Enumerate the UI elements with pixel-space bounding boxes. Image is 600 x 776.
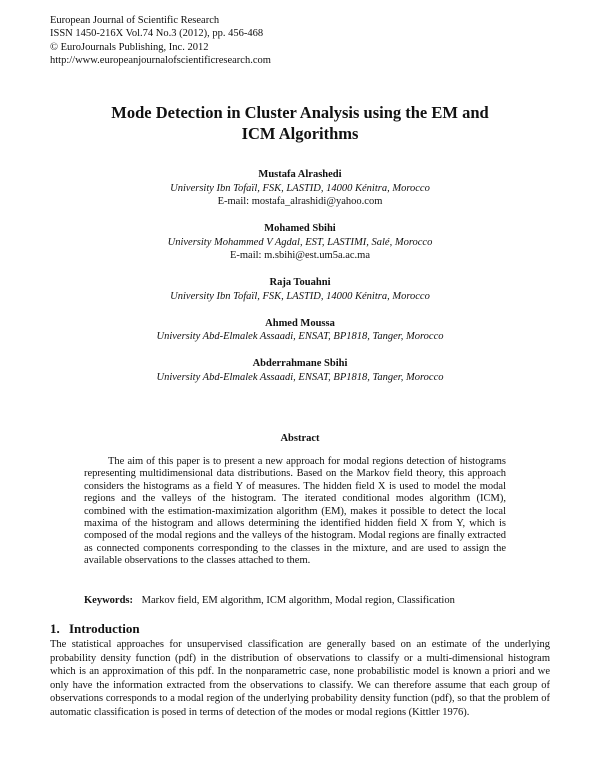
author-name: Mustafa Alrashedi <box>258 169 342 180</box>
keywords-text: Markov field, EM algorithm, ICM algorithm, Modal region, Classification <box>141 595 455 606</box>
keywords-label: Keywords: <box>84 595 133 606</box>
author-block <box>70 317 530 344</box>
abstract-text: The aim of this paper is to present a new approach for modal regions detection of histograms representing multidimensional data distributions. Based on the Markov field theory, this approach considers the histograms as a field Y of measures. The hidden field X is used to model the modal regions and the valleys of the histogram. The iterated conditional modes algorithm (ICM), combined with the estimation-maximization algorithm (EM), makes it possible to detect the local maxima of the histogram and allows determining the identified hidden field X from Y, which is composed of the modal regions and the valleys of the histogram. Modal regions are finally extracted as connected components corresponding to the classes in the mixture, and are used to assign the available observations to the classes attached to them. <box>84 456 506 567</box>
author-block <box>70 222 530 263</box>
author-name: Ahmed Moussa <box>265 317 335 329</box>
paper-title <box>70 102 530 144</box>
author-name: Mohamed Sbihi <box>264 223 336 234</box>
title-line-1: Mode Detection in Cluster Analysis using the EM and <box>111 103 489 122</box>
journal-issn: ISSN 1450-216X Vol.74 No.3 (2012), pp. 456-468 <box>50 28 264 40</box>
author-name: Abderrahmane Sbihi <box>252 358 348 369</box>
journal-header <box>50 14 271 68</box>
title-line-2: ICM Algorithms <box>241 124 359 143</box>
author-affiliation: University Ibn Tofaïl, FSK, LASTID, 14000 Kénitra, Morocco <box>170 182 430 194</box>
section-number: 1. <box>50 621 60 636</box>
author-list <box>70 168 530 398</box>
author-affiliation: University Abd-Elmalek Assaadi, ENSAT, BP1818, Tanger, Morocco <box>156 331 444 342</box>
abstract-heading: Abstract <box>280 433 320 444</box>
section-title: Introduction <box>69 621 140 636</box>
journal-copyright: © EuroJournals Publishing, Inc. 2012 <box>50 41 209 53</box>
section-heading <box>50 621 140 637</box>
author-affiliation: University Ibn Tofaïl, FSK, LASTID, 14000 Kénitra, Morocco <box>170 290 430 302</box>
author-name: Raja Touahni <box>269 277 331 288</box>
author-email[interactable]: E-mail: m.sbihi@est.um5a.ac.ma <box>229 250 370 261</box>
author-affiliation: University Mohammed V Agdal, EST, LASTIMI, Salé, Morocco <box>167 236 433 248</box>
keywords-line <box>84 595 544 606</box>
author-block <box>70 168 530 209</box>
author-email[interactable]: E-mail: mostafa_alrashidi@yahoo.com <box>217 196 383 207</box>
journal-name: European Journal of Scientific Research <box>50 15 220 26</box>
author-block <box>70 357 530 384</box>
author-block <box>70 276 530 303</box>
section-body-text: The statistical approaches for unsupervised classification are generally based on an estimate of the underlying probability density function (pdf) in the distribution of observations to classify or a multi-dimensional histogram which is an approximation of this pdf. In the nonparametric case, none probabilistic model is known a priori and we only have the information extracted from the observations to classify. We can therefore assume that each group of observations corresponds to a modal region of the underlying probability density function (pdf), so that the problem of automatic classification is posed in terms of detection of the modes or modal regions (Kittler 1976). <box>50 639 550 718</box>
author-affiliation: University Abd-Elmalek Assaadi, ENSAT, BP1818, Tanger, Morocco <box>156 371 444 383</box>
journal-url[interactable]: http://www.europeanjournalofscientificresearch.com <box>50 55 271 67</box>
